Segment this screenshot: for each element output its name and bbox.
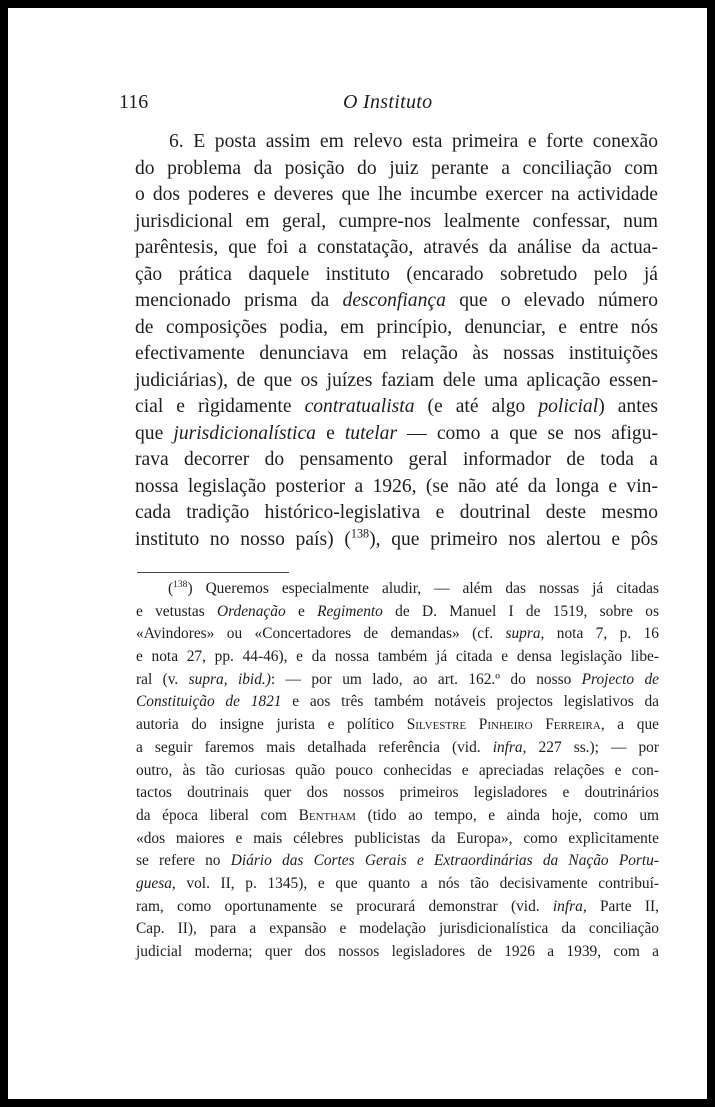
body-line: cada tradição histórico-legislativa e doutrinal deste mesmo	[135, 502, 658, 523]
footnote-138	[136, 578, 659, 964]
italic-term: jurisdicionalística	[173, 422, 316, 444]
page-number: 116	[119, 91, 149, 113]
body-line: 6. E posta assim em relevo esta primeira e forte conexão	[169, 131, 658, 152]
running-title: O Instituto	[343, 91, 433, 113]
footnote-line: «Avindores» ou «Concertadores de demandas» (cf. supra, nota 7, p. 16	[136, 625, 659, 643]
italic-term: policial	[538, 396, 599, 417]
book-page	[8, 8, 707, 1099]
footnote-ref: 138	[350, 525, 370, 540]
body-line: de composições podia, em princípio, denunciar, e entre nós	[135, 316, 658, 338]
body-line: ção prática daquele instituto (encarado sobretudo pelo já	[135, 263, 658, 285]
footnote-line: da época liberal com Bentham (tido ao tempo, e ainda hoje, como um	[136, 806, 660, 824]
footnote-marker: 138	[173, 578, 188, 590]
body-line: nossa legislação posterior a 1926, (se não até da longa e vin-	[135, 475, 658, 497]
footnote-line: «dos maiores e mais célebres publicistas da Europa», como explìcitamente	[136, 829, 659, 847]
body-line: efectivamente denunciava em relação às nossas instituições	[135, 343, 658, 364]
italic-term: tutelar	[344, 422, 398, 444]
body-line: instituto no nosso país) ($^{138}$), que primeiro nos alertou e pôs	[135, 525, 658, 550]
footnote-line: judicial moderna; quer dos nossos legisladores de 1926 a 1939, com a	[136, 943, 659, 960]
footnote-line: Constituição de 1821 e aos três também notáveis projectos legislativos da	[136, 693, 659, 711]
body-line: judiciárias), de que os juízes faziam dele uma aplicação essen-	[135, 369, 658, 391]
footnote-line: ral (v. supra, ibid.): — por um lado, ao art. 162.º do nosso Projecto de	[136, 670, 659, 688]
footnote-line: Cap. II), para a expansão e modelação jurisdicionalística da conciliação	[136, 920, 659, 938]
footnote-divider	[137, 572, 289, 573]
body-line: rava decorrer do pensamento geral informador de toda a	[135, 449, 658, 470]
italic-term: desconfiança	[342, 290, 446, 311]
footnote-line: se refere no Diário das Cortes Gerais e Extraordinárias da Nação Portu-	[136, 852, 659, 870]
footnote-line: autoria do insigne jurista e político Silvestre Pinheiro Ferreira, a que	[136, 716, 659, 734]
body-line: parêntesis, que foi a constatação, através da análise da actua-	[135, 237, 658, 258]
italic-term: contratualista	[304, 396, 415, 417]
footnote-line: guesa, vol. II, p. 1345), e que quanto a nós tão decisivamente contribuí-	[136, 874, 659, 892]
footnote-line: tactos doutrinais quer dos nossos primeiros legisladores e doutrinários	[136, 784, 659, 802]
main-paragraph	[135, 129, 658, 553]
body-line: o dos poderes e deveres que lhe incumbe exercer na actividade	[135, 184, 658, 205]
footnote-line: ($^{138}$) Queremos especialmente aludir, — além das nossas já citadas	[168, 578, 659, 597]
body-line: jurisdicional em geral, cumpre-nos lealmente confessar, num	[135, 210, 658, 232]
body-line: do problema da posição do juiz perante a conciliação com	[135, 157, 658, 179]
footnote-line: a seguir faremos mais detalhada referência (vid. infra, 227 ss.); — por	[136, 738, 659, 756]
footnote-line: e vetustas Ordenação e Regimento de D. Manuel I de 1519, sobre os	[136, 602, 659, 620]
footnote-line: outro, às tão curiosas quão pouco conhecidas e apreciadas relações e con-	[136, 761, 659, 779]
body-line: cial e rìgidamente contratualista (e até algo policial) antes	[135, 396, 658, 417]
body-line: mencionado prisma da desconfiança que o elevado número	[135, 290, 658, 311]
body-line: que jurisdicionalística e tutelar — como a que se nos afigu-	[135, 422, 659, 444]
footnote-line: ram, como oportunamente se procurará demonstrar (vid. infra, Parte II,	[136, 897, 659, 915]
page-header	[119, 86, 664, 118]
footnote-line: e nota 27, pp. 44-46), e da nossa também já citada e densa legislação libe-	[136, 648, 659, 666]
